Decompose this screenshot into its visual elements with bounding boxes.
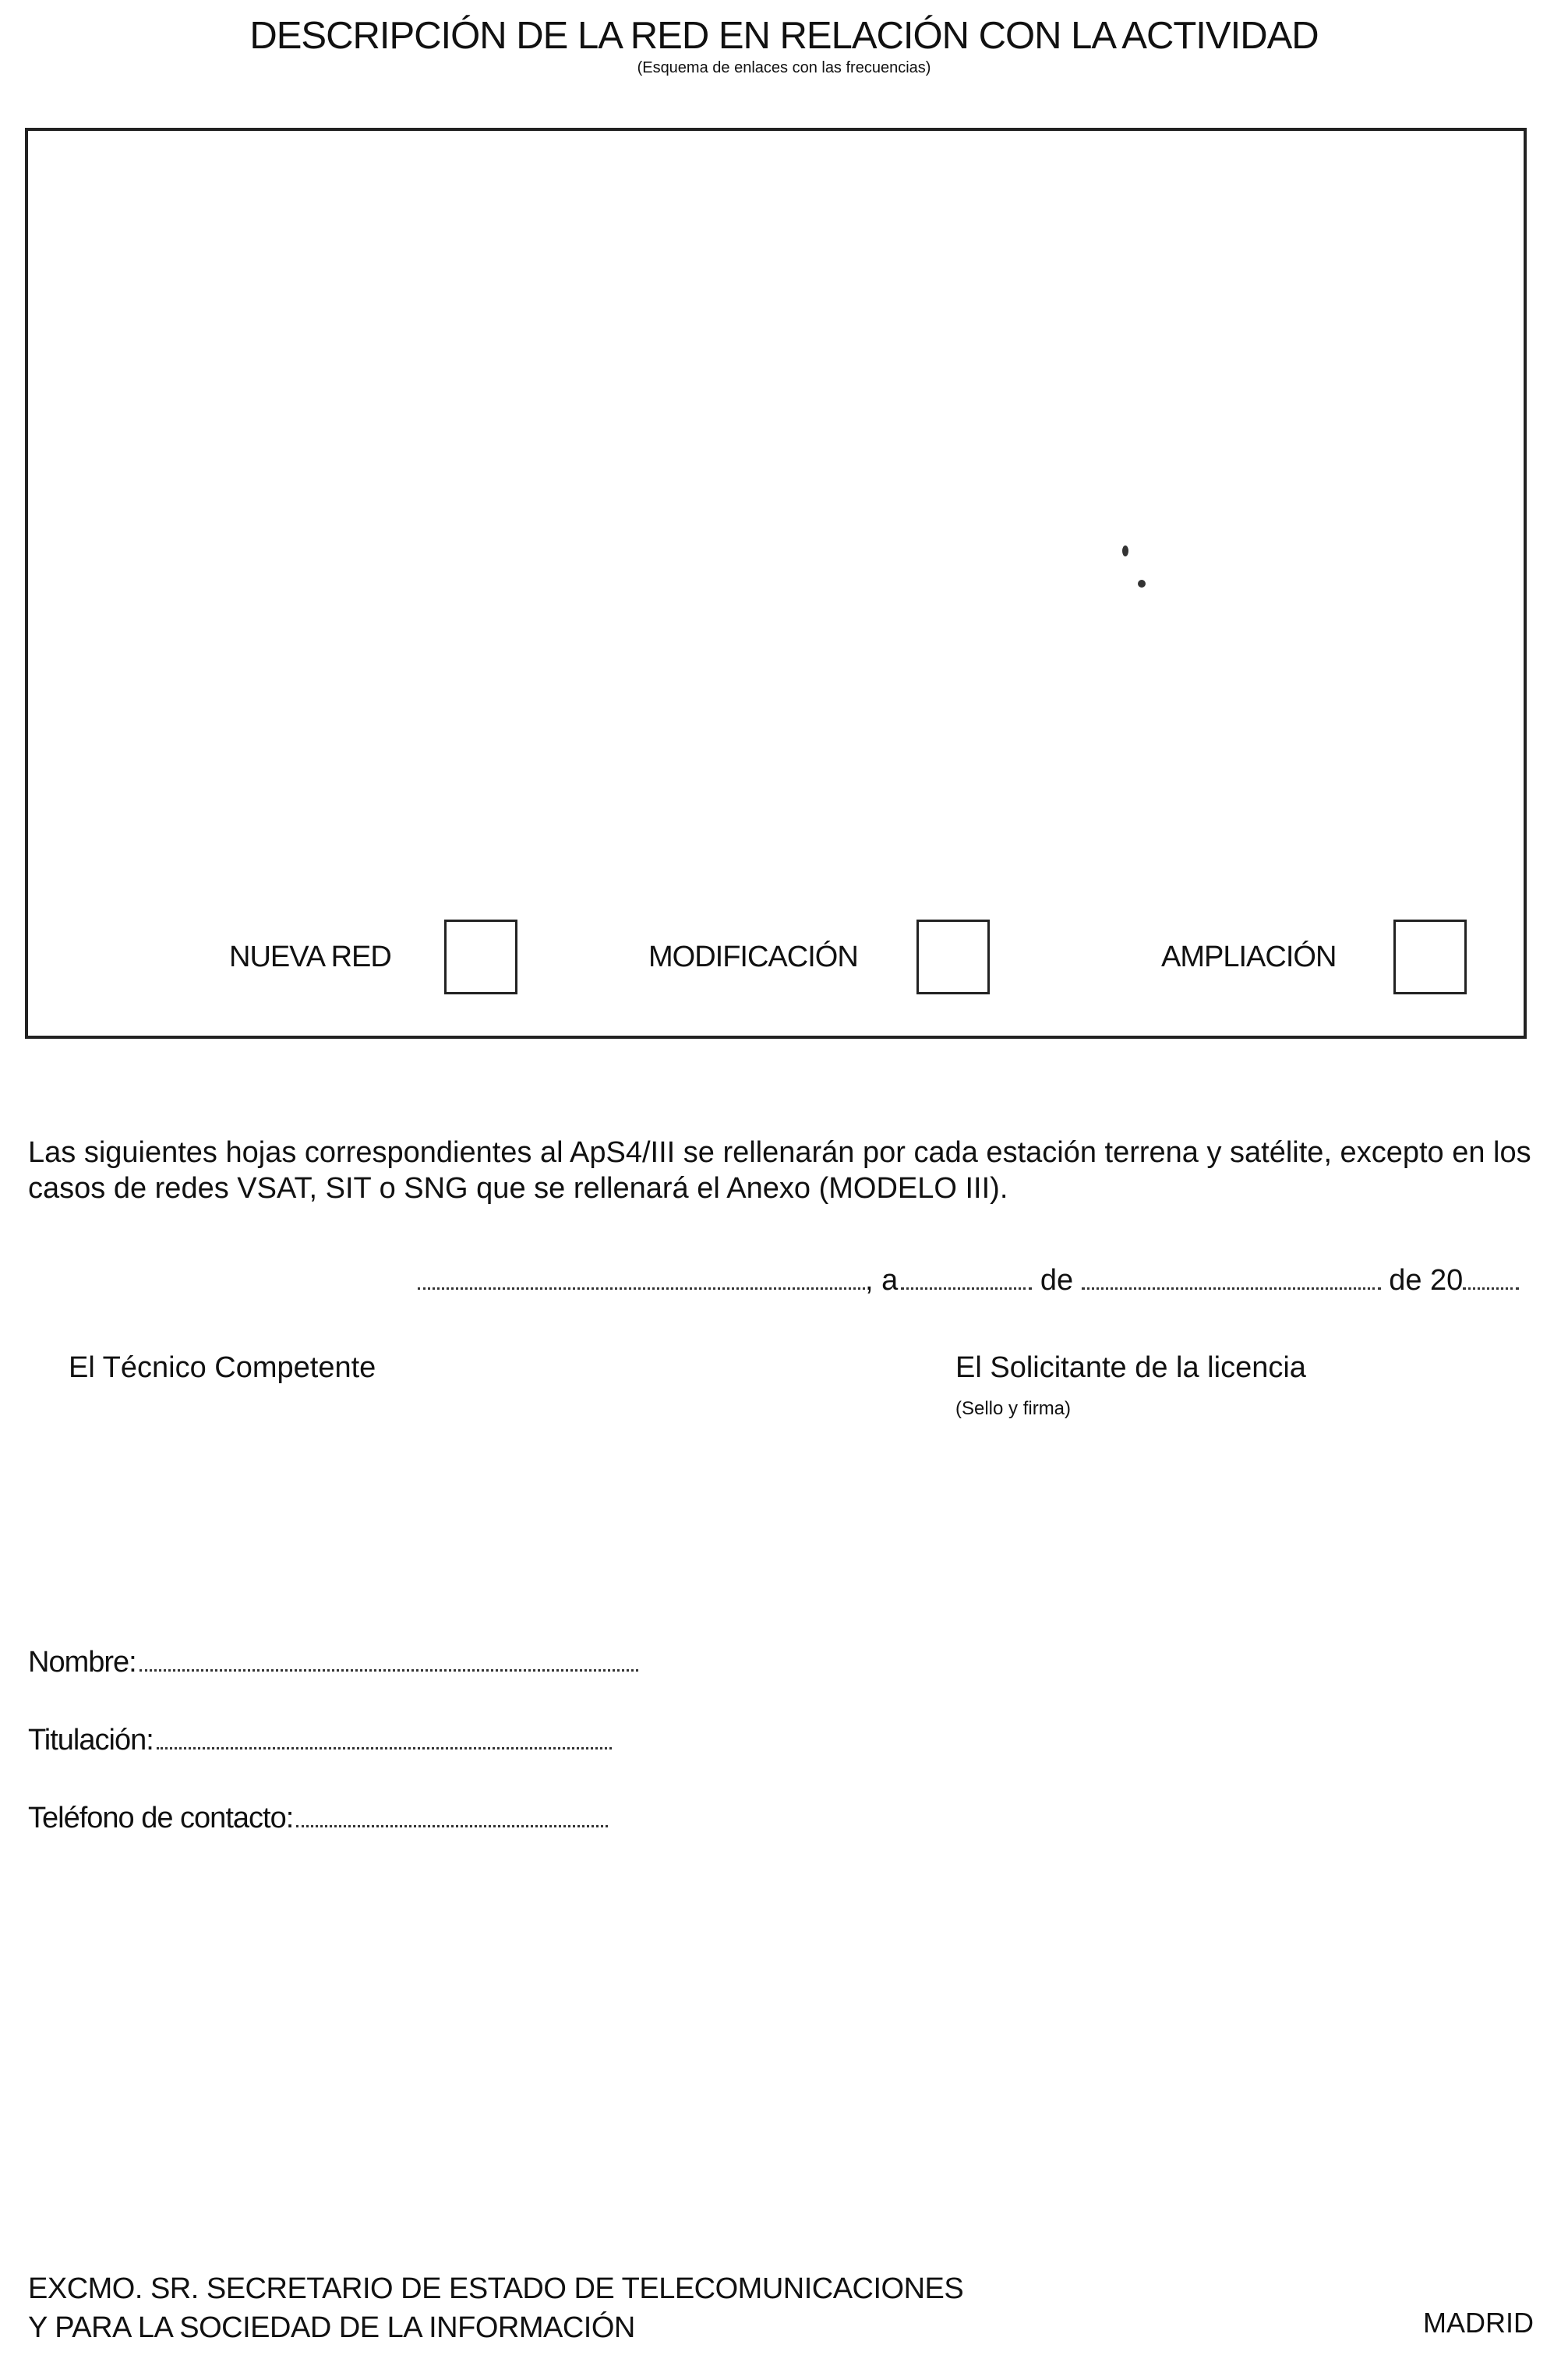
month-field[interactable] (1082, 1266, 1381, 1290)
titulacion-input[interactable] (157, 1725, 612, 1749)
instructions-paragraph: Las siguientes hojas correspondientes al ApS4/III se rellenarán por cada estación terrena y satélite, excepto en los casos de redes VSAT, SIT o SNG que se rellenará el Anexo (MODELO III). (28, 1136, 1531, 1205)
year-field[interactable] (1463, 1266, 1519, 1290)
date-a-label: , a (865, 1264, 899, 1297)
telefono-label: Teléfono de contacto: (28, 1802, 294, 1834)
titulacion-label: Titulación: (28, 1724, 154, 1757)
option-ampliacion-label: AMPLIACIÓN (1161, 941, 1337, 973)
modificacion-checkbox[interactable] (916, 920, 990, 994)
solicitante-signature-label: El Solicitante de la licencia (955, 1351, 1306, 1384)
page-title: DESCRIPCIÓN DE LA RED EN RELACIÓN CON LA ACTIVIDAD (249, 15, 1319, 57)
telefono-input[interactable] (296, 1803, 608, 1827)
nombre-input[interactable] (139, 1647, 638, 1672)
date-line (418, 1264, 1519, 1301)
nombre-label: Nombre: (28, 1646, 136, 1679)
addressee-block (28, 2269, 963, 2347)
telefono-field-row (28, 1802, 608, 1835)
option-modificacion-label: MODIFICACIÓN (648, 941, 858, 973)
day-field[interactable] (901, 1266, 1032, 1290)
network-diagram-area[interactable] (25, 128, 1527, 1039)
city-label: MADRID (1423, 2307, 1534, 2339)
addressee-line-1: EXCMO. SR. SECRETARIO DE ESTADO DE TELECOMUNICACIONES (28, 2272, 964, 2305)
nombre-field-row (28, 1646, 638, 1679)
titulacion-field-row (28, 1724, 612, 1757)
place-field[interactable] (418, 1266, 865, 1290)
ampliacion-checkbox[interactable] (1393, 920, 1467, 994)
nueva-red-checkbox[interactable] (444, 920, 517, 994)
page-subtitle: (Esquema de enlaces con las frecuencias) (637, 59, 931, 76)
solicitante-signature-note: (Sello y firma) (955, 1398, 1072, 1419)
addressee-line-2: Y PARA LA SOCIEDAD DE LA INFORMACIÓN (28, 2311, 635, 2344)
date-de-label: de (1040, 1264, 1074, 1297)
ink-speck (1138, 580, 1146, 588)
option-nueva-red-label: NUEVA RED (229, 941, 391, 973)
tecnico-signature-label: El Técnico Competente (69, 1351, 376, 1384)
date-de20-label: de 20 (1389, 1264, 1464, 1297)
ink-speck (1122, 545, 1128, 556)
